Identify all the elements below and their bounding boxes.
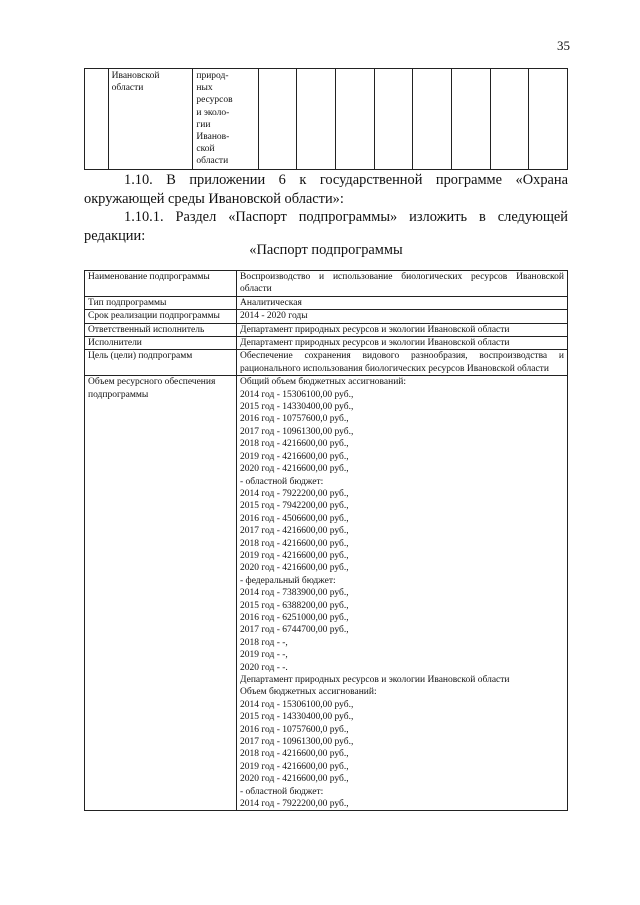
cont-cell-blank xyxy=(85,69,109,170)
funding-line: Общий объем бюджетных ассигнований: xyxy=(240,377,407,388)
cont-cell-department xyxy=(193,69,258,170)
cont-cell-region xyxy=(108,69,193,170)
funding-line: 2020 год - 4216600,00 руб., xyxy=(240,774,349,785)
funding-line: 2014 год - 15306100,00 руб., xyxy=(240,389,354,400)
funding-line: Департамент природных ресурсов и экологии Ивановской области xyxy=(240,675,510,685)
cont-region-line: Ивановской xyxy=(111,71,160,81)
funding-label: Объем ресурсного обеспечения подпрограммы xyxy=(85,376,237,811)
cont-cell-empty xyxy=(374,69,413,170)
passport-row xyxy=(85,323,568,336)
funding-line: 2018 год - 4216600,00 руб., xyxy=(240,538,349,549)
funding-line: 2017 год - 4216600,00 руб., xyxy=(240,526,349,537)
passport-row xyxy=(85,337,568,350)
funding-line: 2015 год - 7942200,00 руб., xyxy=(240,501,349,512)
funding-line: 2014 год - 7922200,00 руб., xyxy=(240,488,349,499)
passport-row xyxy=(85,271,568,297)
paragraph-1-10-1: 1.10.1. Раздел «Паспорт подпрограммы» изложить в следующей редакции: xyxy=(84,209,568,244)
row-label: Цель (цели) подпрограмм xyxy=(85,350,237,376)
row-value: Воспроизводство и использование биологических ресурсов Ивановской области xyxy=(237,271,568,297)
funding-line: 2020 год - -. xyxy=(240,662,288,673)
continuation-row xyxy=(85,69,568,170)
funding-line: - областной бюджет: xyxy=(240,476,324,487)
funding-line: 2016 год - 4506600,00 руб., xyxy=(240,513,349,524)
funding-line: 2016 год - 10757600,0 руб., xyxy=(240,414,349,425)
row-label: Ответственный исполнитель xyxy=(85,323,237,336)
funding-line: 2014 год - 7383900,00 руб., xyxy=(240,588,349,599)
funding-line: 2018 год - 4216600,00 руб., xyxy=(240,439,349,450)
funding-line: 2019 год - 4216600,00 руб., xyxy=(240,761,349,772)
cont-dept-line: ской xyxy=(196,144,215,155)
funding-line: 2016 год - 10757600,0 руб., xyxy=(240,724,349,735)
funding-line: 2017 год - 10961300,00 руб., xyxy=(240,737,354,748)
funding-line: 2014 год - 15306100,00 руб., xyxy=(240,699,354,710)
cont-dept-line: области xyxy=(196,156,229,167)
cont-dept-line: природ- xyxy=(196,71,229,81)
cont-dept-line: ресурсов xyxy=(196,95,233,106)
cont-dept-line: ных xyxy=(196,83,213,94)
funding-line: - областной бюджет: xyxy=(240,786,324,797)
cont-dept-line: и эколо- xyxy=(196,107,230,118)
paragraph-1-10: 1.10. В приложении 6 к государственной программе «Охрана окружающей среды Ивановской области»: xyxy=(84,172,568,207)
row-label: Наименование подпрограммы xyxy=(85,271,237,297)
passport-row xyxy=(85,310,568,323)
funding-line: 2015 год - 14330400,00 руб., xyxy=(240,712,354,723)
funding-line: 2019 год - -, xyxy=(240,650,288,661)
row-label: Срок реализации подпрограммы xyxy=(85,310,237,323)
row-value: Департамент природных ресурсов и экологии Ивановской области xyxy=(237,337,568,350)
cont-region-line: области xyxy=(111,83,144,94)
funding-line: 2019 год - 4216600,00 руб., xyxy=(240,550,349,561)
funding-line: 2020 год - 4216600,00 руб., xyxy=(240,563,349,574)
passport-table xyxy=(84,270,568,811)
funding-line: 2016 год - 6251000,00 руб., xyxy=(240,612,349,623)
funding-line: 2015 год - 14330400,00 руб., xyxy=(240,402,354,413)
row-value: 2014 - 2020 годы xyxy=(237,310,568,323)
passport-row xyxy=(85,350,568,376)
cont-cell-empty xyxy=(258,69,297,170)
funding-line: 2017 год - 6744700,00 руб., xyxy=(240,625,349,636)
cont-dept-line: гии xyxy=(196,119,211,130)
row-value: Аналитическая xyxy=(237,296,568,309)
passport-title: «Паспорт подпрограммы xyxy=(249,242,403,258)
funding-line: Объем бюджетных ассигнований: xyxy=(240,687,377,698)
row-label: Исполнители xyxy=(85,337,237,350)
page-number: 35 xyxy=(557,38,570,53)
funding-line: 2015 год - 6388200,00 руб., xyxy=(240,600,349,611)
cont-cell-empty xyxy=(297,69,336,170)
cont-cell-empty xyxy=(451,69,490,170)
continuation-table xyxy=(84,68,568,170)
funding-value xyxy=(237,376,568,811)
funding-line: 2018 год - 4216600,00 руб., xyxy=(240,749,349,760)
funding-line: 2018 год - -, xyxy=(240,637,288,648)
cont-cell-empty xyxy=(529,69,568,170)
row-value: Департамент природных ресурсов и экологии Ивановской области xyxy=(237,323,568,336)
passport-row xyxy=(85,296,568,309)
row-label: Тип подпрограммы xyxy=(85,296,237,309)
passport-row-funding xyxy=(85,376,568,811)
cont-cell-empty xyxy=(336,69,375,170)
funding-line: - федеральный бюджет: xyxy=(240,575,336,586)
cont-cell-empty xyxy=(413,69,452,170)
funding-line: 2020 год - 4216600,00 руб., xyxy=(240,464,349,475)
row-value: Обеспечение сохранения видового разнообразия, воспроизводства и рационального использования биологических ресурсов Ивановской области xyxy=(237,350,568,376)
cont-dept-line: Иванов- xyxy=(196,132,230,143)
funding-line: 2017 год - 10961300,00 руб., xyxy=(240,426,354,437)
funding-line: 2014 год - 7922200,00 руб., xyxy=(240,799,349,810)
cont-cell-empty xyxy=(490,69,529,170)
funding-line: 2019 год - 4216600,00 руб., xyxy=(240,451,349,462)
